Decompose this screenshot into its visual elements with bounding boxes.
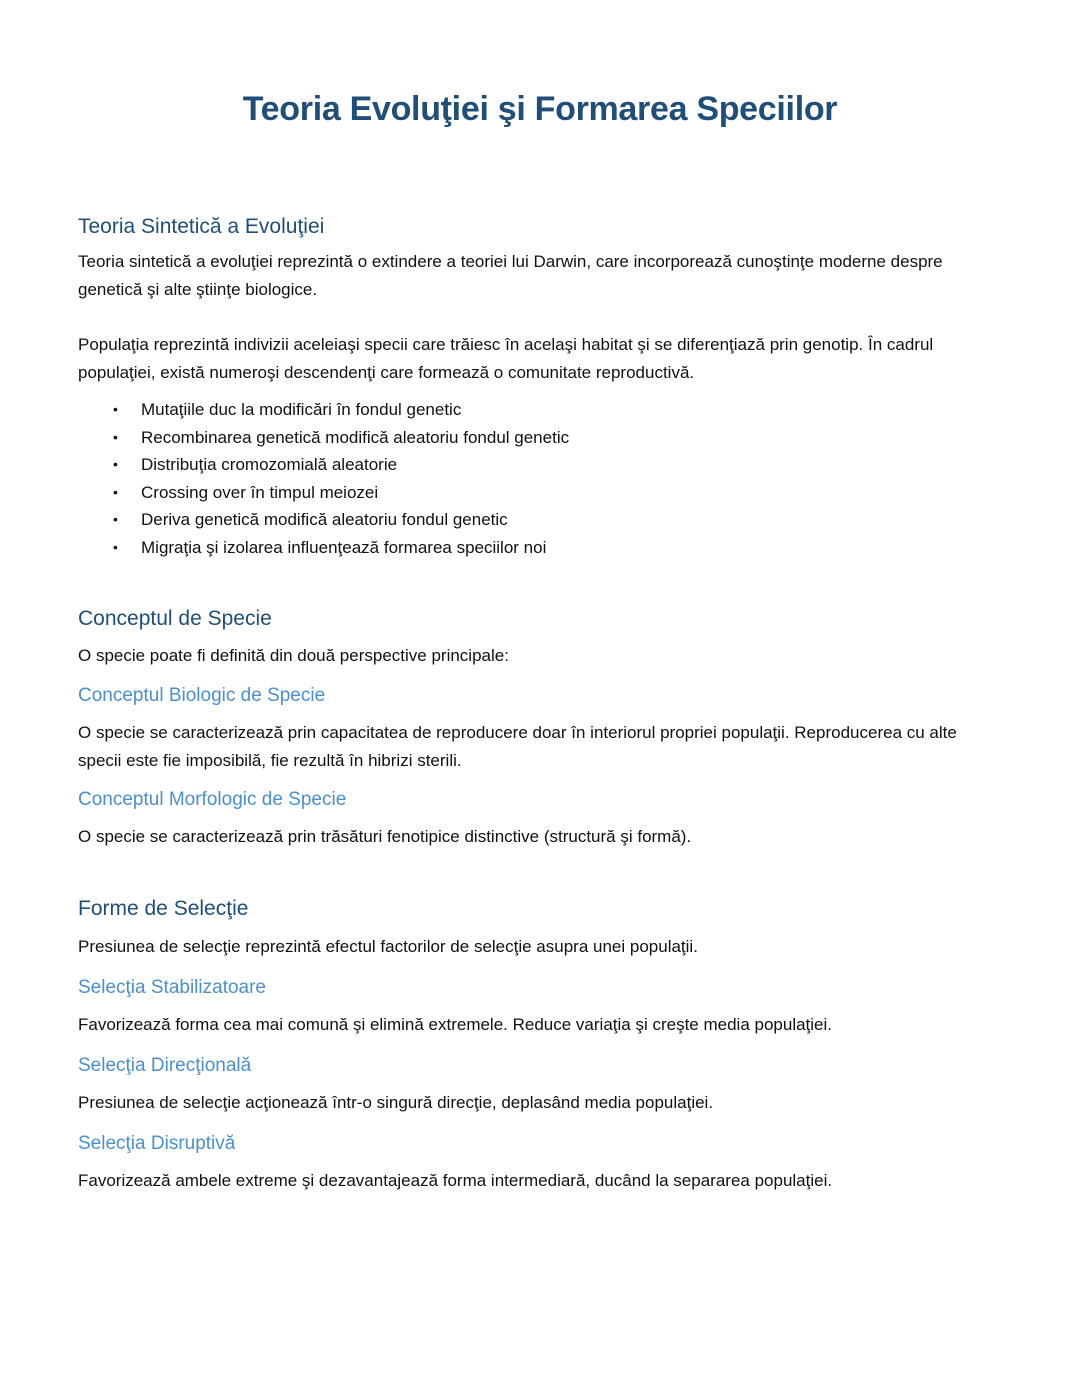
paragraph-synthetic-definition: Teoria sintetică a evoluţiei reprezintă o extindere a teoriei lui Darwin, care incorporează cunoştinţe moderne despre genetică şi alte ştiinţe biologice. bbox=[78, 252, 943, 299]
bullet-icon: • bbox=[113, 456, 118, 472]
bullet-icon: • bbox=[113, 483, 118, 500]
subheading-disruptive-selection: Selecţia Disruptivă bbox=[78, 1133, 236, 1154]
list-item-text: Distribuţia cromozomială aleatorie bbox=[141, 455, 398, 474]
bullet-icon: • bbox=[113, 428, 118, 445]
paragraph-species-intro: O specie poate fi definită din două perspective principale: bbox=[78, 646, 509, 665]
list-item bbox=[78, 451, 1002, 479]
list-item-text: Migraţia şi izolarea influenţează formarea speciilor noi bbox=[141, 537, 547, 557]
list-item bbox=[78, 396, 1002, 424]
section-heading-selection-forms: Forme de Selecţie bbox=[78, 897, 249, 920]
bullet-icon: • bbox=[113, 401, 118, 417]
subheading-biological-concept: Conceptul Biologic de Specie bbox=[78, 685, 326, 706]
list-item bbox=[78, 506, 1002, 534]
paragraph-stabilizing-selection: Favorizează forma cea mai comună şi elimină extremele. Reduce variaţia şi creşte media populaţiei. bbox=[78, 1015, 833, 1034]
list-item-text: Mutaţiile duc la modificări în fondul genetic bbox=[141, 400, 462, 419]
section-species-concept bbox=[78, 607, 1002, 851]
list-item bbox=[78, 534, 1002, 562]
section-selection-forms bbox=[78, 897, 1002, 1195]
paragraph-morphological-concept: O specie se caracterizează prin trăsături fenotipice distinctive (structură şi formă). bbox=[78, 827, 692, 846]
paragraph-biological-concept: O specie se caracterizează prin capacitatea de reproducere doar în interiorul propriei populaţii. Reproducerea cu alte specii este fie imposibilă, fie rezultă în hibrizi sterili. bbox=[78, 723, 957, 770]
paragraph-selection-intro: Presiunea de selecţie reprezintă efectul factorilor de selecţie asupra unei populaţii. bbox=[78, 937, 698, 956]
list-item-text: Crossing over în timpul meiozei bbox=[141, 482, 379, 502]
bullet-icon: • bbox=[113, 511, 118, 527]
list-item bbox=[78, 424, 1002, 452]
evolution-factors-list bbox=[78, 396, 1002, 561]
subheading-stabilizing-selection: Selecţia Stabilizatoare bbox=[78, 977, 266, 998]
paragraph-population-definition: Populaţia reprezintă indivizii aceleiaşi specii care trăiesc în acelaşi habitat şi se diferenţiază prin genotip. În cadrul populaţiei, există numeroşi descendenţi care formează o comunitate reproductivă. bbox=[78, 335, 934, 382]
paragraph-directional-selection: Presiunea de selecţie acţionează într-o singură direcţie, deplasând media populaţiei. bbox=[78, 1093, 714, 1112]
list-item-text: Recombinarea genetică modifică aleatoriu fondul genetic bbox=[141, 427, 570, 447]
section-synthetic-theory bbox=[78, 215, 1002, 561]
section-heading-species-concept: Conceptul de Specie bbox=[78, 607, 272, 630]
subheading-morphological-concept: Conceptul Morfologic de Specie bbox=[78, 789, 347, 810]
list-item-text: Deriva genetică modifică aleatoriu fondul genetic bbox=[141, 510, 508, 529]
list-item bbox=[78, 479, 1002, 507]
paragraph-disruptive-selection: Favorizează ambele extreme şi dezavantajează forma intermediară, ducând la separarea populaţiei. bbox=[78, 1171, 833, 1190]
bullet-icon: • bbox=[113, 538, 118, 555]
section-heading-synthetic-theory: Teoria Sintetică a Evoluţiei bbox=[78, 215, 325, 238]
document-title: Teoria Evoluţiei şi Formarea Speciilor bbox=[242, 90, 838, 128]
subheading-directional-selection: Selecţia Direcţională bbox=[78, 1055, 252, 1076]
